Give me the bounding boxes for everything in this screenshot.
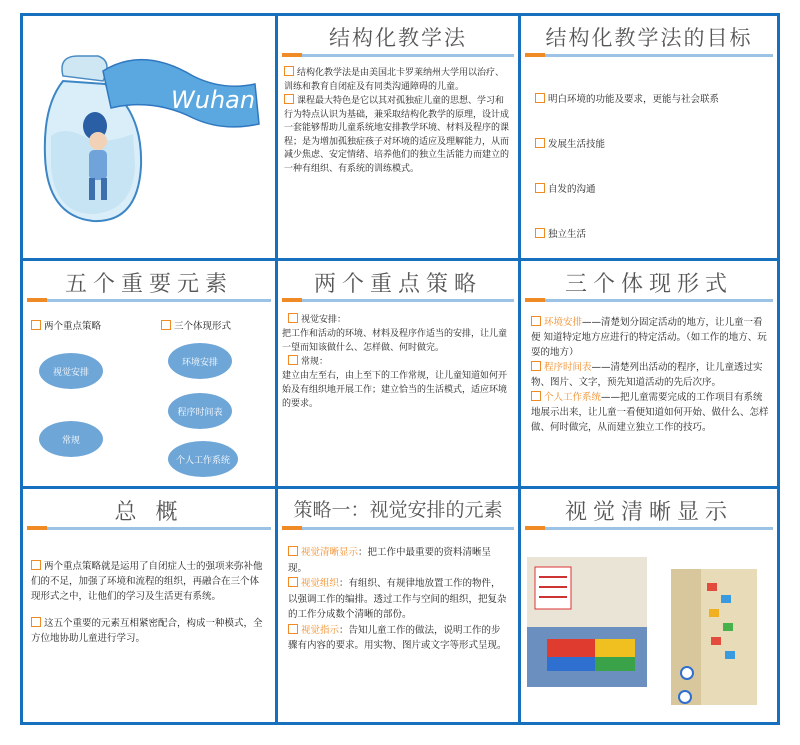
strategy-one-panel [278,489,518,722]
form-item: 环境安排——清楚划分固定活动的地方，让儿童一看便 知道特定地方应进行的特定活动。（如工作的地方、玩耍的地方） [531,317,767,358]
panel-body [288,545,510,654]
paragraph: 结构化教学法是由美国北卡罗莱纳州大学用以治疗、训练和教育自闭症及有同类沟通障碍的儿童。 [284,68,505,92]
five-elements-panel [23,261,275,486]
bullet-box-icon [288,624,298,634]
goal-item: 独立生活 [535,226,586,240]
three-forms-panel [521,261,777,486]
bullet-box-icon [31,320,41,330]
bullet-box-icon [284,66,294,76]
title-rule [27,299,271,302]
panel-title: 五个重要元素 [64,272,233,297]
bullet-box-icon [288,546,298,556]
panel-body [282,313,514,411]
bullet-box-icon [31,617,41,627]
visual-display-panel [521,489,777,722]
bullet-box-icon [288,577,298,587]
strategy-heading: 两个重点策略 [31,319,101,334]
oval-schedule: 程序时间表 [168,393,232,429]
logo-text: Wuhan [171,86,256,114]
panel-title: 策略一：视觉安排的元素 [293,499,503,521]
element-item: 视觉组织：有组织、有规律地放置工作的物件，以强调工作的编排。透过工作与空间的组织，把复杂的工作分成数个清晰的部份。 [288,578,507,620]
title-rule [282,54,514,57]
heading-routine: 常规： [282,355,514,369]
panel-title: 视觉清晰显示 [564,500,733,525]
form-heading: 三个体现形式 [161,319,231,334]
bullet-box-icon [284,94,294,104]
bullet-box-icon [531,316,541,326]
element-item: 视觉清晰显示：把工作中最重要的资料清晰呈现。 [288,547,492,574]
bullet-box-icon [531,361,541,371]
logo-panel [23,16,275,258]
panel-body [31,559,267,646]
element-item: 视觉指示：告知儿童工作的做法，说明工作的步骤有内容的要求。用实物、图片或文字等形式呈现。 [288,624,507,651]
paragraph: 课程最大特色是它以其对孤独症儿童的思想、学习和行为特点认识为基础，兼采取结构化教学的原理，设计成一套能够帮助儿童系统地安排教学环境、材料及程序的课程；是为增加孤独症孩子对环境的适应及理解能力，从而减少焦虑、安定情绪、培养他们的独立生活能力而建立的一种有组织、有系统的训练模式。 [284,96,510,174]
panel-title: 结构化教学法的目标 [545,26,753,50]
title-rule [282,527,514,530]
panel-title: 总 概 [114,500,184,525]
structured-panel [278,16,518,258]
oval-work-system: 个人工作系统 [168,441,238,477]
title-rule [525,54,773,57]
panel-title: 结构化教学法 [329,26,467,50]
summary-panel [23,489,275,722]
paragraph: 把工作和活动的环境、材料及程序作适当的安排，让儿童一望而知该做什么、怎样做、何时做完。 [282,329,508,353]
oval-routine: 常规 [39,421,103,457]
oval-environment: 环境安排 [168,343,232,379]
bullet-box-icon [535,93,545,103]
panel-body [531,315,769,435]
goal-item: 明白环境的功能及要求，更能与社会联系 [535,91,719,105]
bullet-box-icon [535,183,545,193]
form-item: 程序时间表——清楚列出活动的程序，让儿童透过实物、图片、文字，预先知道活动的先后次序。 [531,362,763,388]
hallway-photo [671,569,757,705]
title-rule [282,299,514,302]
poster-board [20,13,780,725]
form-item: 个人工作系统——把儿童需要完成的工作项目有系统地展示出来，让儿童一看便知道如何开始、做什么、怎样做、何时做完，从而建立独立工作的技巧。 [531,392,769,433]
title-rule [525,299,773,302]
bottle-illustration [23,16,275,258]
bullet-box-icon [288,355,298,365]
bullet-box-icon [31,560,41,570]
bullet-box-icon [288,313,298,323]
panel-title: 两个重点策略 [313,272,482,297]
bullet-box-icon [535,228,545,238]
panel-body [284,66,512,176]
two-strategies-panel [278,261,518,486]
bullet-box-icon [161,320,171,330]
paragraph: 两个重点策略就是运用了自闭症人士的强项来弥补他们的不足，加强了环境和流程的组织，再融合在三个体现形式之中，让他们的学习及生活更有系统。 [31,561,263,602]
goal-item: 自发的沟通 [535,181,596,195]
classroom-photo [527,557,647,687]
panel-title: 三个体现形式 [564,272,733,297]
title-rule [525,527,773,530]
heading-visual: 视觉安排： [282,313,514,327]
paragraph: 这五个重要的元素互相紧密配合，构成一种模式，全方位地协助儿童进行学习。 [31,618,263,644]
goals-panel [521,16,777,258]
goal-item: 发展生活技能 [535,136,605,150]
bullet-box-icon [531,391,541,401]
bullet-box-icon [535,138,545,148]
oval-visual-arrangement: 视觉安排 [39,353,103,389]
paragraph: 建立由左至右，由上至下的工作常规，让儿童知道如何开始及有组织地开展工作；建立恰当的生活模式，适应环境的要求。 [282,371,508,409]
title-rule [27,527,271,530]
